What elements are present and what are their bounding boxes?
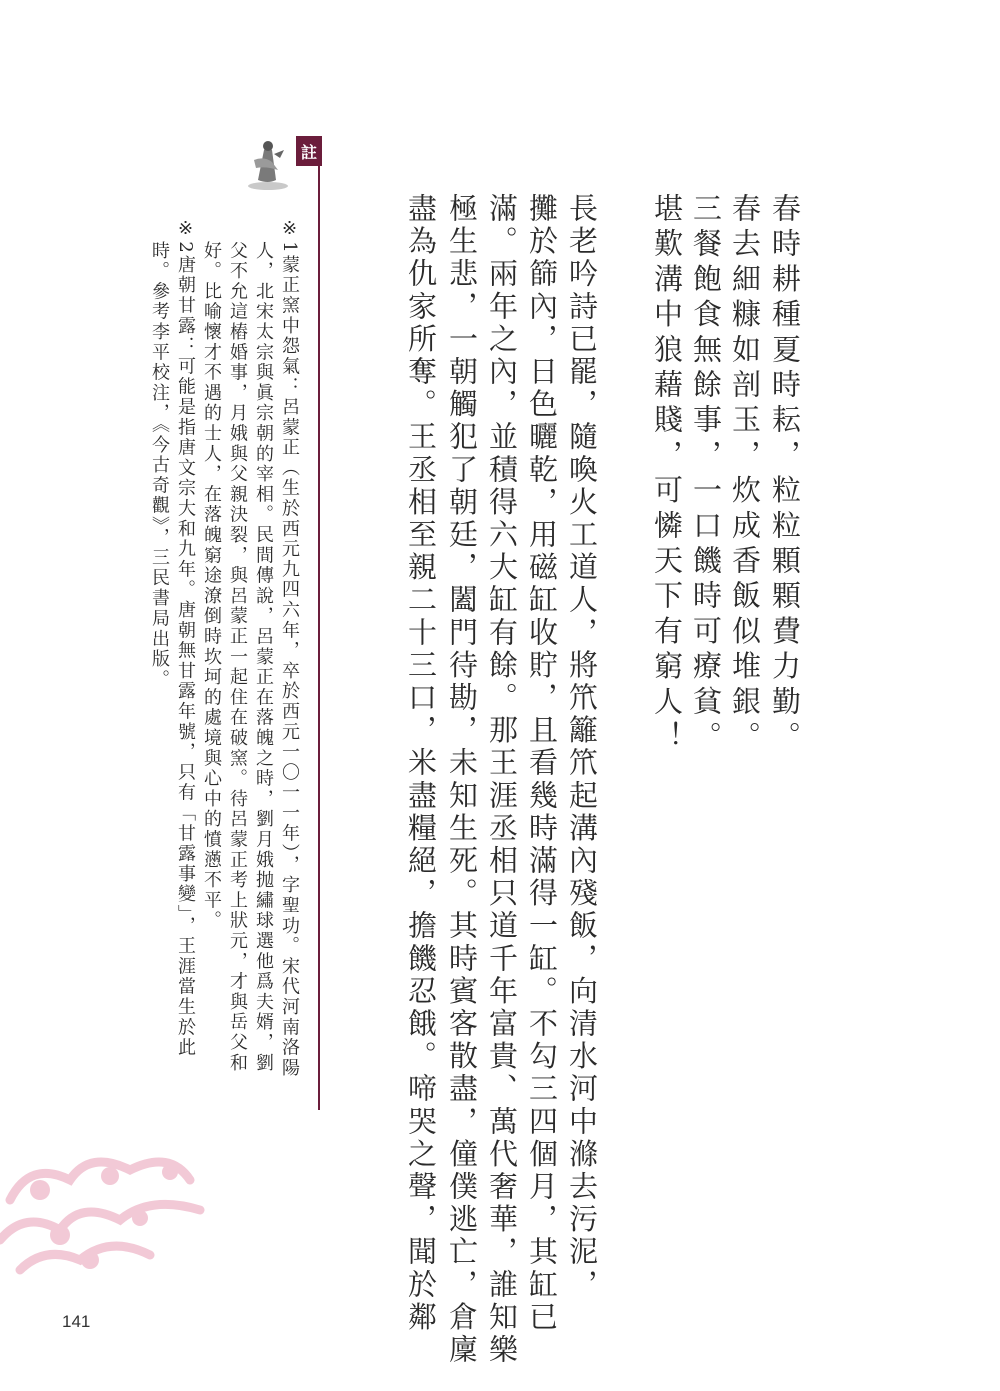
note-1-line-1: ※1蒙正窯中怨氣：呂蒙正（生於西元九四六年，卒於西元一〇一一年），字聖功。宋代河南洛陽 — [279, 218, 300, 1079]
note-1-line-3: 父不允這樁婚事，月娥與父親決裂，與呂蒙正一起住在破窯。待呂蒙正考上狀元，才與岳父和 — [227, 241, 248, 1074]
page-number: 141 — [62, 1312, 91, 1331]
poem-line-3: 三餐飽食無餘事，一口饑時可療貧。 — [689, 193, 723, 757]
note-2-line-2: 時。參考李平校注，《今古奇觀》，三民書局出版。 — [149, 241, 170, 690]
poem-line-1: 春時耕種夏時耘，粒粒顆顆費力勤。 — [768, 193, 802, 757]
prose-line-2: 攤於篩內，日色曬乾，用磁缸收貯，且看幾時滿得一缸。不勾三四個月，其缸已 — [525, 193, 559, 1334]
note-1-line-4: 好。比喻懷才不遇的士人，在落魄窮途潦倒時坎坷的處境與心中的憤懣不平。 — [201, 241, 222, 932]
prose-line-5: 盡為仇家所奪。王丞相至親二十三口，米盡糧絕，擔饑忍餓。啼哭之聲，聞於鄰 — [404, 193, 438, 1334]
poem-line-4: 堪歎溝中狼藉賤，可憐天下有窮人！ — [650, 193, 684, 757]
decorative-cloud-icon — [0, 1140, 210, 1280]
prose-line-3: 滿。兩年之內，並積得六大缸有餘。那王涯丞相只道千年富貴、萬代奢華，誰知樂 — [485, 193, 519, 1367]
prose-line-1: 長老吟詩已罷，隨喚火工道人，將笊籬笊起溝內殘飯，向清水河中滌去污泥， — [565, 193, 599, 1302]
note-1-line-2: 人，北宋太宗與眞宗朝的宰相。民間傳說，呂蒙正在落魄之時，劉月娥抛繡球選他爲夫婿，劉 — [253, 241, 274, 1074]
note-2-line-1: ※2唐朝甘露：可能是指唐文宗大和九年。唐朝無甘露年號，只有「甘露事變」，王涯當生於此 — [175, 218, 196, 1059]
poem-line-2: 春去細糠如剖玉，炊成香飯似堆銀。 — [728, 193, 762, 757]
prose-line-4: 極生悲，一朝觸犯了朝廷，闔門待勘，未知生死。其時賓客散盡，僮僕逃亡，倉廩 — [445, 193, 479, 1367]
notes-tag: 註 — [296, 136, 322, 166]
scholar-figure-icon — [244, 136, 292, 192]
notes-divider-line — [318, 142, 320, 1110]
